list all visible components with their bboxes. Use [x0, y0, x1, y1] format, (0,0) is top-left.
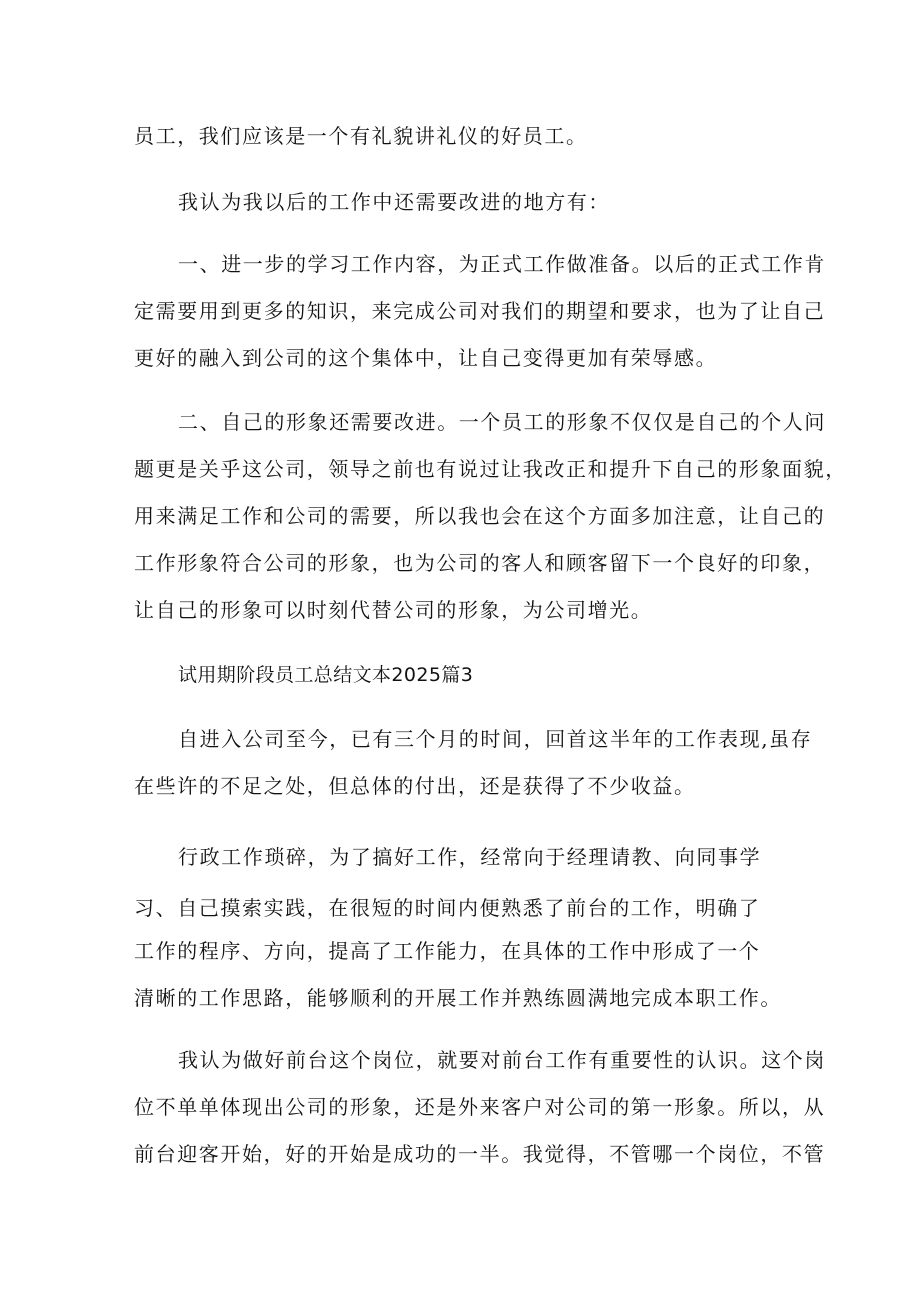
text-line: 清晰的工作思路，能够顺利的开展工作并熟练圆满地完成本职工作。 — [134, 986, 782, 1010]
text-line: 定需要用到更多的知识，来完成公司对我们的期望和要求，也为了让自己 — [134, 299, 826, 323]
text-line: 更好的融入到公司的这个集体中，让自己变得更加有荣辱感。 — [134, 346, 718, 370]
text-line: 用来满足工作和公司的需要，所以我也会在这个方面多加注意，让自己的 — [134, 504, 826, 528]
text-line: 二、自己的形象还需要改进。一个员工的形象不仅仅是自己的个人问 — [178, 410, 826, 434]
text-line: 行政工作琐碎，为了搞好工作，经常向于经理请教、向同事学 — [178, 845, 762, 869]
text-line: 员工，我们应该是一个有礼貌讲礼仪的好员工。 — [134, 124, 588, 148]
text-line: 题更是关乎这公司，领导之前也有说过让我改正和提升下自己的形象面貌， — [134, 457, 847, 481]
text-line: 前台迎客开始，好的开始是成功的一半。我觉得，不管哪一个岗位，不管 — [134, 1142, 826, 1166]
text-line: 工作形象符合公司的形象，也为公司的客人和顾客留下一个良好的印象， — [134, 551, 826, 575]
text-line: 让自己的形象可以时刻代替公司的形象，为公司增光。 — [134, 598, 653, 622]
text-line: 位不单单体现出公司的形象，还是外来客户对公司的第一形象。所以，从 — [134, 1095, 826, 1119]
text-line: 习、自己摸索实践，在很短的时间内便熟悉了前台的工作，明确了 — [134, 896, 761, 920]
text-line: 自进入公司至今，已有三个月的时间，回首这半年的工作表现,虽存 — [178, 727, 813, 751]
text-line: 我认为做好前台这个岗位，就要对前台工作有重要性的认识。这个岗 — [178, 1048, 826, 1072]
text-line: 我认为我以后的工作中还需要改进的地方有： — [178, 190, 610, 214]
text-line: 一、进一步的学习工作内容，为正式工作做准备。以后的正式工作肯 — [178, 252, 826, 276]
text-line: 在些许的不足之处，但总体的付出，还是获得了不少收益。 — [134, 774, 696, 798]
text-line: 工作的程序、方向，提高了工作能力，在具体的工作中形成了一个 — [134, 939, 761, 963]
section-heading: 试用期阶段员工总结文本2025篇3 — [178, 664, 474, 686]
